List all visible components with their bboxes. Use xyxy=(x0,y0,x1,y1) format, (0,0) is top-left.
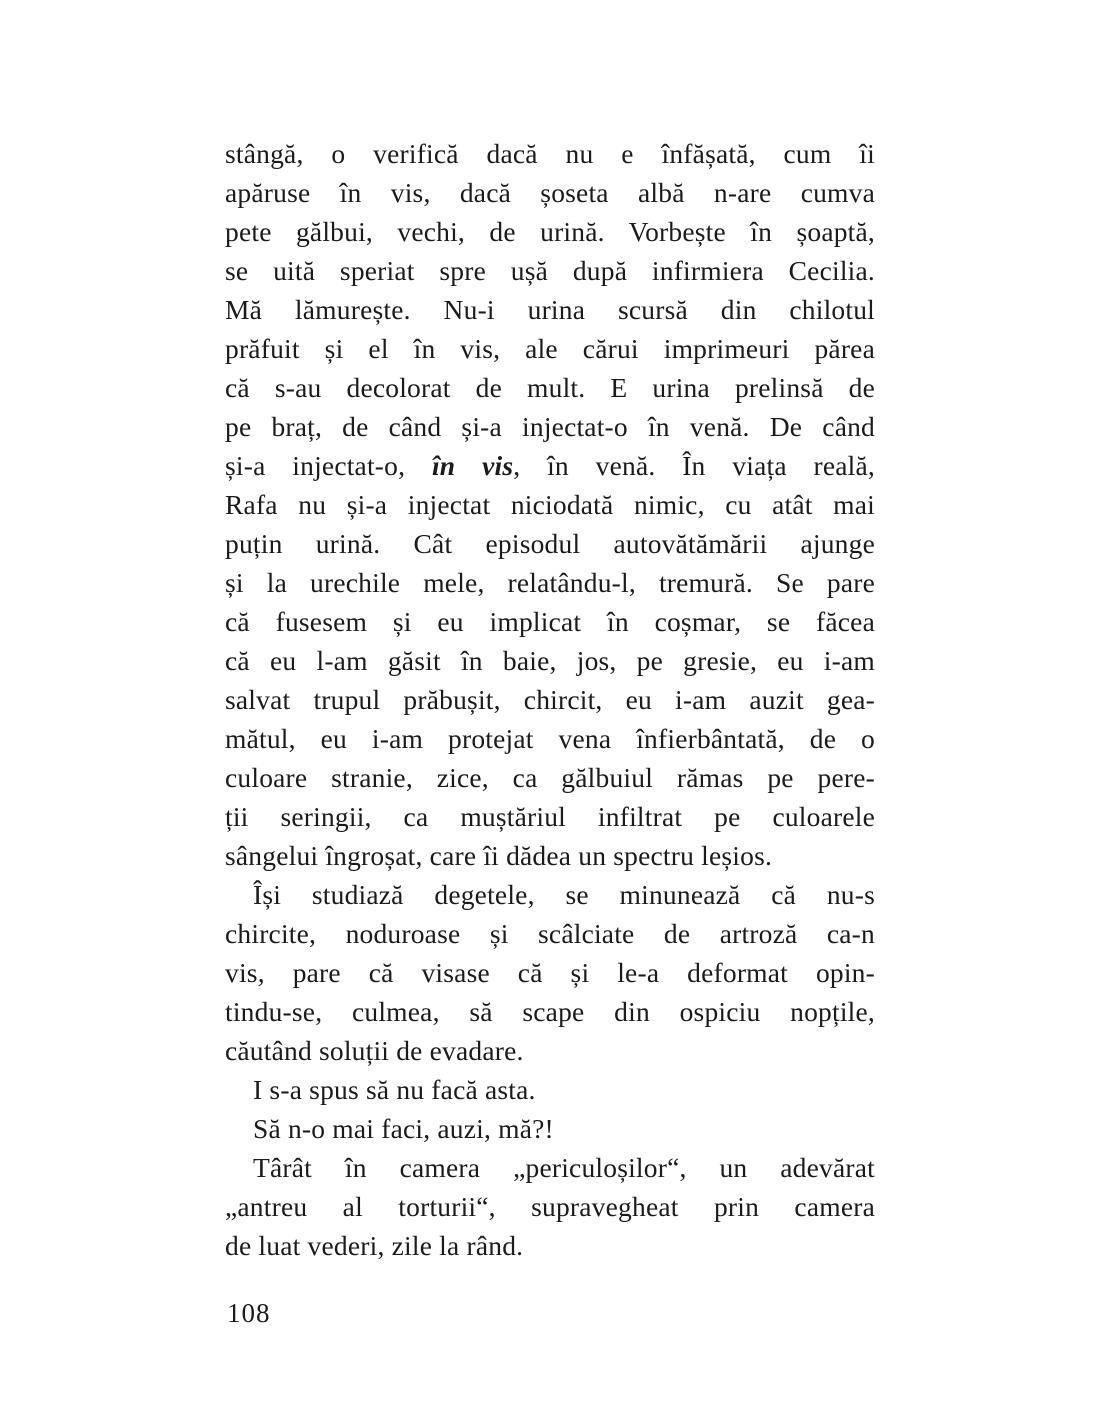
text-line xyxy=(225,875,875,914)
text-line xyxy=(225,914,875,953)
text-segment: se uită speriat spre ușă după infirmiera Cecilia. xyxy=(225,255,875,286)
paragraph xyxy=(225,1070,875,1109)
text-segment: I s-a spus să nu facă asta. xyxy=(253,1074,536,1105)
text-line xyxy=(225,1031,875,1070)
text-line xyxy=(225,680,875,719)
page-number: 108 xyxy=(227,1298,271,1328)
text-segment: puțin urină. Cât episodul autovătămării ajunge xyxy=(225,528,875,559)
text-segment: că s-au decolorat de mult. E urina prelinsă de xyxy=(225,372,875,403)
text-segment: sângelui îngroșat, care îi dădea un spectru leșios. xyxy=(225,840,773,871)
text-line xyxy=(225,329,875,368)
paragraph xyxy=(225,875,875,1070)
text-segment: tindu-se, culmea, să scape din ospiciu nopțile, xyxy=(225,996,875,1027)
text-segment: Își studiază degetele, se minunează că nu-s xyxy=(253,879,875,910)
text-segment: culoare stranie, zice, ca gălbuiul rămas pe pere- xyxy=(225,762,875,793)
text-segment: „antreu al torturii“, supravegheat prin camera xyxy=(225,1191,875,1222)
text-line xyxy=(225,992,875,1031)
text-line xyxy=(225,1148,875,1187)
text-line xyxy=(225,173,875,212)
text-segment: că fusesem și eu implicat în coșmar, se făcea xyxy=(225,606,875,637)
text-segment: și la urechile mele, relatându-l, tremură. Se pare xyxy=(225,567,875,598)
text-line xyxy=(225,602,875,641)
text-line xyxy=(225,719,875,758)
emphasized-text: în vis xyxy=(431,450,514,481)
paragraph xyxy=(225,1109,875,1148)
text-segment: mătul, eu i-am protejat vena înfierbântată, de o xyxy=(225,723,875,754)
text-line xyxy=(225,1226,875,1265)
text-segment: că eu l-am găsit în baie, jos, pe gresie, eu i-am xyxy=(225,645,875,676)
text-line xyxy=(225,836,875,875)
text-segment: Mă lămurește. Nu-i urina scursă din chilotul xyxy=(225,294,875,325)
text-segment: vis, pare că visase că și le-a deformat opin- xyxy=(225,957,875,988)
text-line xyxy=(225,134,875,173)
text-line xyxy=(225,1070,875,1109)
text-line xyxy=(225,485,875,524)
text-line xyxy=(225,524,875,563)
text-segment: chircite, noduroase și scâlciate de artroză ca-n xyxy=(225,918,875,949)
text-segment: Târât în camera „periculoșilor“, un adevărat xyxy=(253,1152,875,1183)
text-line xyxy=(225,563,875,602)
text-segment: căutând soluții de evadare. xyxy=(225,1035,524,1066)
text-line xyxy=(225,446,875,485)
text-line xyxy=(225,368,875,407)
text-segment: Să n-o mai faci, auzi, mă?! xyxy=(253,1113,554,1144)
text-line xyxy=(225,1109,875,1148)
paragraph xyxy=(225,1148,875,1265)
text-segment: pe braț, de când și-a injectat-o în venă. De când xyxy=(225,411,875,442)
text-segment: stângă, o verifică dacă nu e înfășată, cum îi xyxy=(225,138,875,169)
text-line xyxy=(225,641,875,680)
text-segment: salvat trupul prăbușit, chircit, eu i-am auzit gea- xyxy=(225,684,875,715)
text-segment: și-a injectat-o, xyxy=(225,450,432,481)
text-segment: prăfuit și el în vis, ale cărui imprimeuri părea xyxy=(225,333,875,364)
text-segment: de luat vederi, zile la rând. xyxy=(225,1230,524,1261)
text-line xyxy=(225,212,875,251)
text-block xyxy=(225,134,875,1265)
text-line xyxy=(225,758,875,797)
text-line xyxy=(225,953,875,992)
text-line xyxy=(225,251,875,290)
text-line xyxy=(225,407,875,446)
text-segment: pete gălbui, vechi, de urină. Vorbește în șoaptă, xyxy=(225,216,875,247)
text-segment: , în venă. În viața reală, xyxy=(513,450,875,481)
text-segment: ții seringii, ca muștăriul infiltrat pe culoarele xyxy=(225,801,875,832)
paragraph xyxy=(225,134,875,875)
text-line xyxy=(225,290,875,329)
text-line xyxy=(225,797,875,836)
text-segment: apăruse în vis, dacă șoseta albă n-are cumva xyxy=(225,177,875,208)
text-line xyxy=(225,1187,875,1226)
text-segment: Rafa nu și-a injectat niciodată nimic, cu atât mai xyxy=(225,489,875,520)
